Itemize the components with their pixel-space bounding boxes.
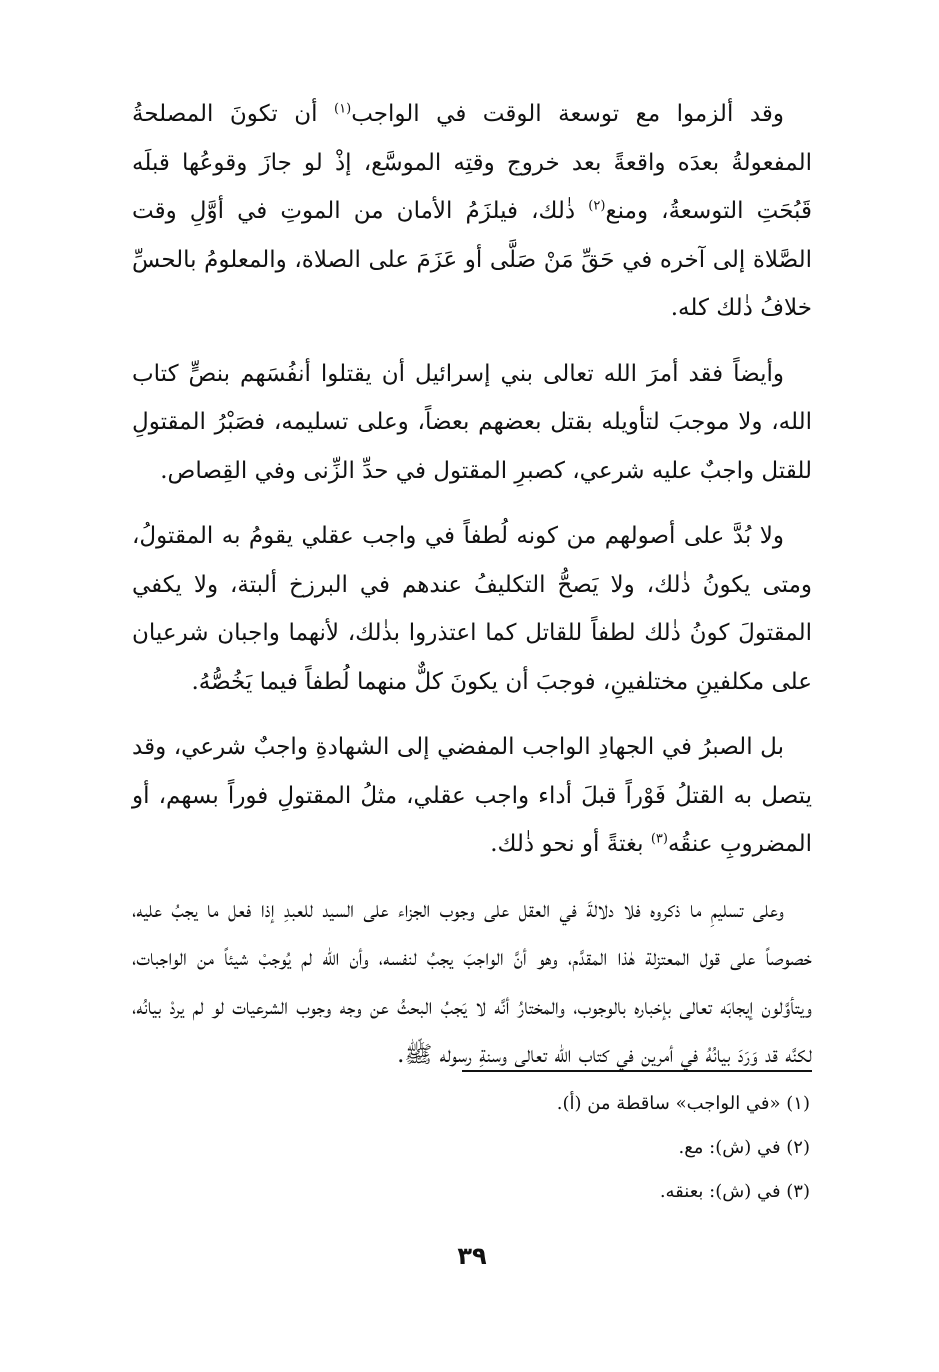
footnotes-section xyxy=(132,1070,812,1214)
footnote-1: (١) «في الواجب» ساقطة من (أ). xyxy=(556,1093,810,1114)
footnote-3: (٣) في (ش): بعنقه. xyxy=(659,1181,810,1202)
paragraph-4-text-b: بغتةً أو نحو ذٰلك. xyxy=(490,831,651,857)
footnote-marker-2: (٢) xyxy=(588,198,606,214)
paragraph-1-text-b: أن تكونَ المصلحةُ المفعولةُ بعدَه واقعةً بعد خروج وقتِه الموسَّع، إذْ لو جازَ وقوعُها قبلَه قَبُحَتِ التوسعةُ، ومنع xyxy=(132,101,812,224)
footnote-separator xyxy=(462,1070,812,1072)
paragraph-1 xyxy=(132,90,812,333)
paragraph-4 xyxy=(132,723,812,869)
book-page xyxy=(132,90,812,1320)
footnote-marker-1: (١) xyxy=(334,101,352,117)
paragraph-1-text-a: وقد ألزموا مع توسعة الوقت في الواجب xyxy=(351,101,784,127)
paragraph-5: وعلى تسليمِ ما ذكروه فلا دلالةَ في العقل على وجوب الجزاء على السيد للعبدِ إذا فعل ما يجبُ عليه، خصوصاً على قول المعتزلة هٰذا المقدَّم، وهو أنَّ الواجبَ يجبُ لنفسه، وأن الله لم يُوجبْ شيئاً من الواجبات، ويتأوَّلون إيجابَه تعالى بإخباره بالوجوب، والمختارُ أنَّه لا يَجبُ البحثُ عن وجه وجوب الشرعيات لو لم يردْ بيانُه، لكنَّه قد وَرَدَ بيانُهُ في أمرين في كتاب الله تعالى وسنةِ رسوله ﷺ. xyxy=(132,896,812,1068)
page-number: ٣٩ xyxy=(457,1242,487,1270)
footnote-marker-3: (٣) xyxy=(650,831,668,847)
paragraph-3: ولا بُدَّ على أصولهم من كونه لُطفاً في واجب عقلي يقومُ به المقتولُ، ومتى يكونُ ذٰلك، ولا يَصحُّ التكليفُ عندهم في البرزخ ألبتة، ولا يكفي المقتولَ كونُ ذٰلك لطفاً للقاتل كما اعتذروا بذٰلك، لأنهما واجبان شرعيان على مكلفينِ مختلفينِ، فوجبَ أن يكونَ كلٌّ منهما لُطفاً فيما يَخُصُّهُ. xyxy=(132,523,812,695)
paragraph-2: وأيضاً فقد أمرَ الله تعالى بني إسرائيل أن يقتلوا أنفُسَهم بنصٍّ كتاب الله، ولا موجبَ لتأويله بقتل بعضهم بعضاً، وعلى تسليمه، فصَبْرُ المقتولِ للقتل واجبٌ عليه شرعي، كصبرِ المقتول في حدِّ الزِّنى وفي القِصاص. xyxy=(132,360,812,484)
paragraph-4-text-a: بل الصبرُ في الجهادِ الواجب المفضي إلى الشهادةِ واجبٌ شرعي، وقد يتصل به القتلُ فَوْراً قبلَ أداء واجب عقلي، مثلُ المقتولِ فوراً بسهم، أو المضروبِ عنقُه xyxy=(132,734,812,857)
footnote-2: (٢) في (ش): مع. xyxy=(678,1137,810,1158)
paragraph-1-text-c: ذٰلك، فيلزَمُ الأمان من الموتِ في أوَّلِ وقت الصَّلاة إلى آخره في حَقِّ مَنْ صَلَّى أو عَزَمَ على الصلاة، والمعلومُ بالحسِّ خلافُ ذٰلك كله. xyxy=(132,198,812,321)
